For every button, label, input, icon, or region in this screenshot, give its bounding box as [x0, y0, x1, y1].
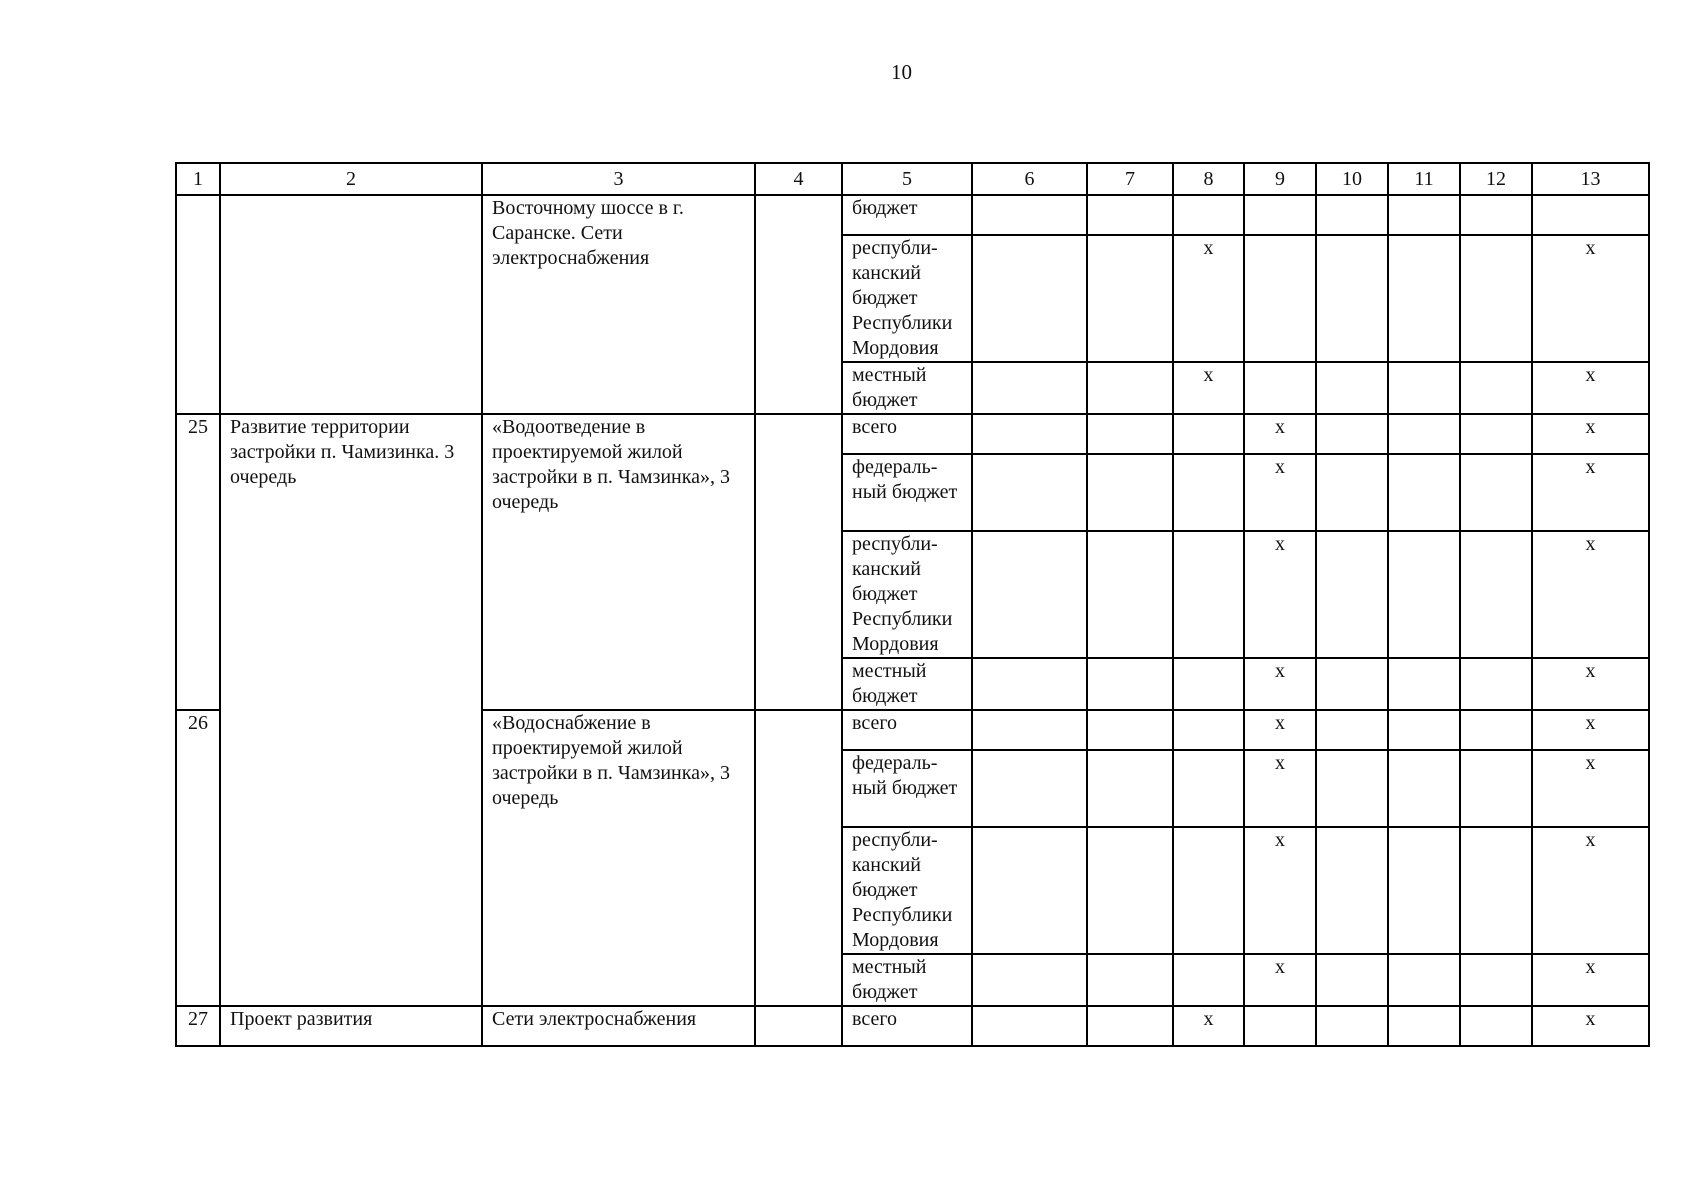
column-header: 2	[220, 163, 482, 195]
empty-cell	[1460, 710, 1532, 750]
table-row	[176, 414, 1649, 454]
budget-table	[175, 162, 1650, 1047]
empty-cell	[1388, 195, 1460, 235]
empty-cell	[1388, 235, 1460, 362]
page-number: 10	[891, 60, 912, 84]
object-cell: Сети электроснабжения	[482, 1006, 755, 1046]
empty-cell	[1460, 362, 1532, 414]
empty-cell	[1460, 235, 1532, 362]
empty-cell	[1087, 414, 1173, 454]
item-number-cell	[176, 195, 220, 414]
empty-cell	[1388, 454, 1460, 531]
col4-cell	[755, 195, 842, 414]
mark-cell: х	[1244, 414, 1316, 454]
empty-cell	[1087, 454, 1173, 531]
empty-cell	[1244, 362, 1316, 414]
empty-cell	[1388, 750, 1460, 827]
source-cell: республи-канский бюджет Республики Мордовия	[842, 827, 972, 954]
mark-cell: х	[1532, 362, 1649, 414]
column-header: 9	[1244, 163, 1316, 195]
project-cell: Проект развития	[220, 1006, 482, 1046]
empty-cell	[1316, 1006, 1388, 1046]
empty-cell	[1460, 195, 1532, 235]
empty-cell	[1087, 658, 1173, 710]
empty-cell	[972, 195, 1087, 235]
col4-cell	[755, 710, 842, 1006]
mark-cell: х	[1532, 658, 1649, 710]
column-header: 4	[755, 163, 842, 195]
source-cell: местный бюджет	[842, 954, 972, 1006]
empty-cell	[1388, 531, 1460, 658]
empty-cell	[1173, 454, 1244, 531]
object-cell: «Водоотведение в проектируемой жилой застройки в п. Чамзинка», 3 очередь	[482, 414, 755, 710]
empty-cell	[1316, 414, 1388, 454]
column-header: 7	[1087, 163, 1173, 195]
source-cell: местный бюджет	[842, 658, 972, 710]
empty-cell	[972, 235, 1087, 362]
mark-cell: х	[1244, 658, 1316, 710]
column-header: 11	[1388, 163, 1460, 195]
empty-cell	[1244, 1006, 1316, 1046]
column-header: 6	[972, 163, 1087, 195]
mark-cell: х	[1244, 750, 1316, 827]
empty-cell	[1532, 195, 1649, 235]
mark-cell: х	[1173, 362, 1244, 414]
empty-cell	[972, 531, 1087, 658]
column-header: 10	[1316, 163, 1388, 195]
mark-cell: х	[1532, 954, 1649, 1006]
empty-cell	[1244, 195, 1316, 235]
source-cell: всего	[842, 1006, 972, 1046]
empty-cell	[972, 1006, 1087, 1046]
mark-cell: х	[1173, 1006, 1244, 1046]
column-header: 12	[1460, 163, 1532, 195]
empty-cell	[1388, 1006, 1460, 1046]
mark-cell: х	[1532, 750, 1649, 827]
col4-cell	[755, 414, 842, 710]
empty-cell	[1173, 710, 1244, 750]
empty-cell	[1316, 235, 1388, 362]
project-cell: Развитие территории застройки п. Чамизинка. 3 очередь	[220, 414, 482, 1006]
empty-cell	[1173, 750, 1244, 827]
mark-cell: х	[1532, 710, 1649, 750]
object-cell: Восточному шоссе в г. Саранске. Сети электроснабжения	[482, 195, 755, 414]
empty-cell	[972, 362, 1087, 414]
header-row	[176, 163, 1649, 195]
empty-cell	[1316, 658, 1388, 710]
source-cell: республи-канский бюджет Республики Мордовия	[842, 235, 972, 362]
empty-cell	[1388, 362, 1460, 414]
empty-cell	[1173, 954, 1244, 1006]
mark-cell: х	[1244, 454, 1316, 531]
mark-cell: х	[1532, 827, 1649, 954]
column-header: 3	[482, 163, 755, 195]
empty-cell	[972, 827, 1087, 954]
empty-cell	[1087, 954, 1173, 1006]
empty-cell	[1388, 710, 1460, 750]
mark-cell: х	[1244, 710, 1316, 750]
source-cell: всего	[842, 414, 972, 454]
mark-cell: х	[1532, 1006, 1649, 1046]
empty-cell	[972, 954, 1087, 1006]
empty-cell	[1460, 531, 1532, 658]
empty-cell	[1087, 827, 1173, 954]
empty-cell	[1460, 454, 1532, 531]
project-cell	[220, 195, 482, 414]
empty-cell	[1388, 954, 1460, 1006]
empty-cell	[1244, 235, 1316, 362]
source-cell: федераль-ный бюджет	[842, 454, 972, 531]
empty-cell	[1173, 531, 1244, 658]
empty-cell	[972, 658, 1087, 710]
empty-cell	[1460, 750, 1532, 827]
empty-cell	[1388, 414, 1460, 454]
column-header: 1	[176, 163, 220, 195]
empty-cell	[1316, 954, 1388, 1006]
empty-cell	[1087, 750, 1173, 827]
item-number-cell: 27	[176, 1006, 220, 1046]
item-number-cell: 25	[176, 414, 220, 710]
source-cell: бюджет	[842, 195, 972, 235]
empty-cell	[1316, 195, 1388, 235]
empty-cell	[1460, 1006, 1532, 1046]
empty-cell	[972, 454, 1087, 531]
empty-cell	[1316, 362, 1388, 414]
column-header: 8	[1173, 163, 1244, 195]
item-number-cell: 26	[176, 710, 220, 1006]
empty-cell	[1087, 710, 1173, 750]
mark-cell: х	[1244, 954, 1316, 1006]
empty-cell	[1388, 658, 1460, 710]
table-row	[176, 195, 1649, 235]
empty-cell	[1460, 658, 1532, 710]
empty-cell	[1316, 531, 1388, 658]
empty-cell	[1087, 531, 1173, 658]
empty-cell	[1316, 710, 1388, 750]
empty-cell	[1087, 235, 1173, 362]
column-header: 5	[842, 163, 972, 195]
empty-cell	[1087, 362, 1173, 414]
empty-cell	[1460, 827, 1532, 954]
source-cell: республи-канский бюджет Республики Мордовия	[842, 531, 972, 658]
empty-cell	[972, 414, 1087, 454]
column-header: 13	[1532, 163, 1649, 195]
col4-cell	[755, 1006, 842, 1046]
mark-cell: х	[1244, 827, 1316, 954]
mark-cell: х	[1244, 531, 1316, 658]
empty-cell	[972, 750, 1087, 827]
mark-cell: х	[1173, 235, 1244, 362]
empty-cell	[1173, 658, 1244, 710]
empty-cell	[1460, 954, 1532, 1006]
empty-cell	[1087, 195, 1173, 235]
empty-cell	[1173, 414, 1244, 454]
empty-cell	[1316, 827, 1388, 954]
empty-cell	[1087, 1006, 1173, 1046]
empty-cell	[1316, 454, 1388, 531]
mark-cell: х	[1532, 454, 1649, 531]
empty-cell	[1173, 195, 1244, 235]
source-cell: местный бюджет	[842, 362, 972, 414]
mark-cell: х	[1532, 531, 1649, 658]
empty-cell	[972, 710, 1087, 750]
empty-cell	[1316, 750, 1388, 827]
mark-cell: х	[1532, 414, 1649, 454]
empty-cell	[1388, 827, 1460, 954]
object-cell: «Водоснабжение в проектируемой жилой застройки в п. Чамзинка», 3 очередь	[482, 710, 755, 1006]
source-cell: всего	[842, 710, 972, 750]
empty-cell	[1173, 827, 1244, 954]
empty-cell	[1460, 414, 1532, 454]
mark-cell: х	[1532, 235, 1649, 362]
table-row	[176, 1006, 1649, 1046]
source-cell: федераль-ный бюджет	[842, 750, 972, 827]
